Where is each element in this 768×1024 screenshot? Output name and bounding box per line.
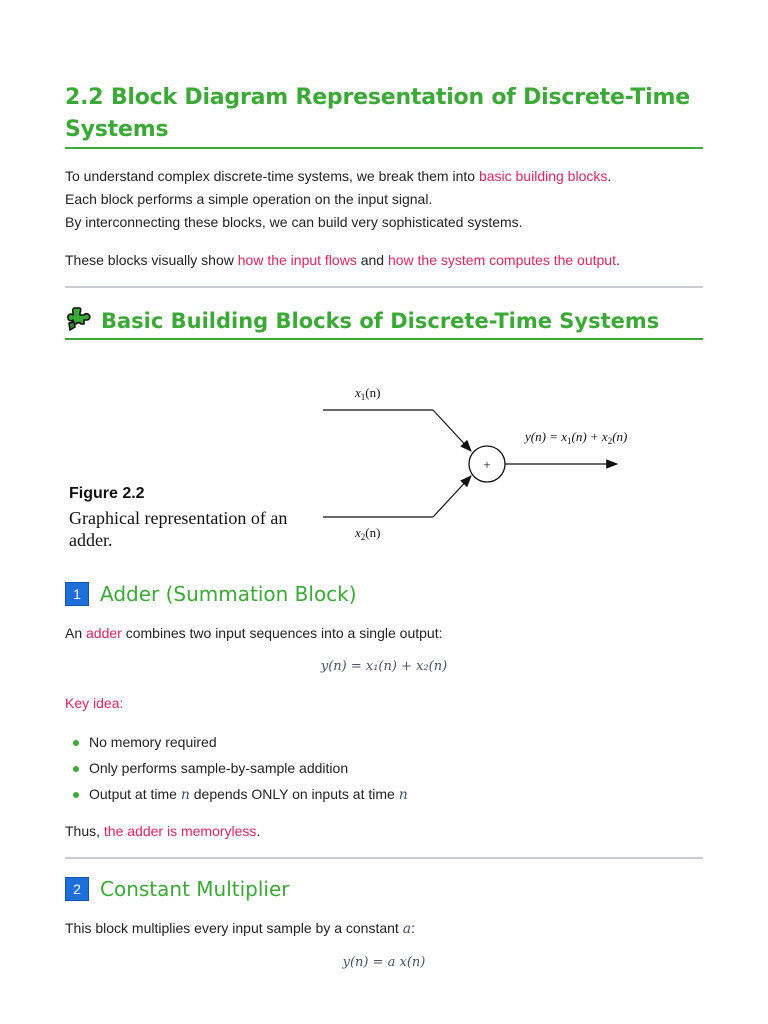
intro-line-4 bbox=[65, 249, 620, 272]
bullet-dot bbox=[73, 740, 79, 746]
multiplier-heading-text: Constant Multiplier bbox=[100, 877, 290, 901]
intro-text: To understand complex discrete-time systems, we break them into bbox=[65, 168, 479, 184]
divider bbox=[65, 857, 703, 859]
highlight-computes-output: how the system computes the output bbox=[387, 252, 616, 268]
input-2-arrow bbox=[433, 476, 471, 517]
intro-line-3: By interconnecting these blocks, we can build very sophisticated systems. bbox=[65, 214, 523, 230]
number-badge-1: 1 bbox=[65, 582, 89, 606]
multiplier-description: This block multiplies every input sample by a constant a: bbox=[65, 920, 415, 937]
section-heading bbox=[65, 306, 659, 340]
intro-line-1 bbox=[65, 165, 611, 188]
bullet-dot bbox=[73, 792, 79, 798]
title-underline bbox=[65, 147, 703, 149]
page-title: 2.2 Block Diagram Representation of Discrete-Time Systems bbox=[65, 85, 690, 142]
figure-caption: Graphical representation of an adder. bbox=[69, 508, 288, 550]
highlight-input-flows: how the input flows bbox=[237, 252, 357, 268]
adder-heading-text: Adder (Summation Block) bbox=[100, 582, 357, 606]
highlight-basic-building-blocks: basic building blocks bbox=[478, 168, 608, 184]
highlight-adder: adder bbox=[86, 625, 122, 641]
intro-line-2: Each block performs a simple operation on the input signal. bbox=[65, 191, 433, 207]
adder-bullet-list bbox=[65, 729, 408, 808]
puzzle-icon bbox=[65, 306, 93, 340]
highlight-memoryless: the adder is memoryless bbox=[103, 823, 257, 839]
multiplier-heading bbox=[65, 875, 290, 903]
intro-text: and bbox=[356, 252, 388, 268]
input-2-label: $x_2(n)$ bbox=[355, 525, 381, 542]
list-item: Output at time n depends ONLY on inputs at time n bbox=[65, 781, 408, 808]
section-underline bbox=[65, 338, 703, 340]
adder-conclusion: Thus, the adder is memoryless. bbox=[65, 823, 261, 839]
input-1-arrow bbox=[433, 410, 471, 451]
key-idea-label: Key idea: bbox=[65, 695, 124, 711]
input-1-label: $x_1(n)$ bbox=[355, 385, 381, 402]
number-badge-2: 2 bbox=[65, 877, 89, 901]
multiplier-equation: y(n) = a x(n) bbox=[342, 955, 426, 970]
adder-diagram bbox=[315, 375, 695, 555]
adder-heading bbox=[65, 580, 357, 608]
intro-text: These blocks visually show bbox=[65, 252, 238, 268]
intro-text: . bbox=[615, 252, 620, 268]
bullet-dot bbox=[73, 766, 79, 772]
adder-equation: y(n) = x₁(n) + x₂(n) bbox=[320, 659, 448, 674]
section-heading-text: Basic Building Blocks of Discrete-Time Systems bbox=[101, 309, 660, 333]
plus-symbol: + bbox=[483, 457, 491, 472]
intro-text: . bbox=[607, 168, 612, 184]
list-item: No memory required bbox=[65, 729, 408, 755]
list-item: Only performs sample-by-sample addition bbox=[65, 755, 408, 781]
adder-description: An adder combines two input sequences into a single output: bbox=[65, 625, 443, 641]
divider bbox=[65, 286, 703, 288]
figure-label: Figure 2.2 bbox=[69, 485, 145, 502]
output-equation: $y(n) = x_1(n) + x_2(n)$ bbox=[525, 429, 628, 446]
